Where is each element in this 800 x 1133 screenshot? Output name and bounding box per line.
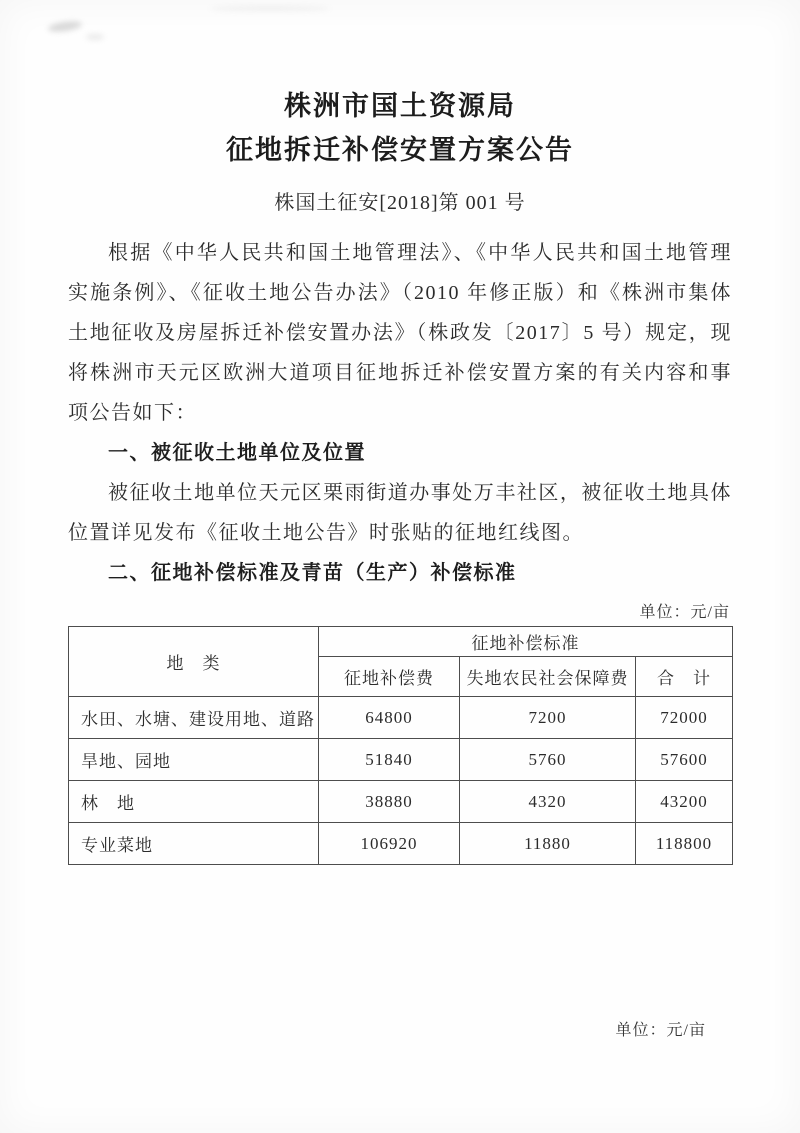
cell-compensation: 51840 [319,739,460,781]
title-line-1: 株洲市国土资源局 [284,91,516,121]
document-body [68,233,732,593]
header-land-compensation-fee: 征地补偿费 [319,657,460,697]
cell-total: 57600 [636,739,733,781]
section-1-heading: 一、被征收土地单位及位置 [108,442,366,464]
section-2-heading: 二、征地补偿标准及青苗（生产）补偿标准 [108,562,517,584]
cell-social-security: 11880 [460,823,636,865]
cell-land-type: 水田、水塘、建设用地、道路 [69,697,319,739]
unit-label-top: 单位：元/亩 [639,604,730,621]
header-social-security-fee: 失地农民社会保障费 [460,657,636,697]
cell-land-type: 旱地、园地 [69,739,319,781]
cell-total: 72000 [636,697,733,739]
table-row [69,823,733,865]
cell-compensation: 64800 [319,697,460,739]
cell-land-type: 林 地 [69,781,319,823]
document-number: 株国土征安[2018]第 001 号 [274,192,526,214]
cell-land-type: 专业菜地 [69,823,319,865]
cell-social-security: 7200 [460,697,636,739]
cell-total: 118800 [636,823,733,865]
unit-label-bottom: 单位：元/亩 [615,1022,706,1039]
table-row [69,781,733,823]
paragraph-basis: 根据《中华人民共和国土地管理法》、《中华人民共和国土地管理实施条例》、《征收土地公告办法》（2010 年修正版）和《株洲市集体土地征收及房屋拆迁补偿安置办法》（株政发〔2017〕5 号）规定，现将株洲市天元区欧洲大道项目征地拆迁补偿安置方案的有关内容和事项公告如下： [68,242,732,424]
document-title [68,84,732,172]
compensation-standards-table [68,626,733,865]
paragraph-location: 被征收土地单位天元区栗雨街道办事处万丰社区，被征收土地具体位置详见发布《征收土地公告》时张贴的征地红线图。 [68,482,732,544]
cell-social-security: 4320 [460,781,636,823]
header-compensation-standard-group: 征地补偿标准 [319,627,733,657]
header-total: 合 计 [636,657,733,697]
cell-total: 43200 [636,781,733,823]
cell-social-security: 5760 [460,739,636,781]
cell-compensation: 38880 [319,781,460,823]
document-content [68,0,732,1040]
table-row [69,697,733,739]
table-row [69,739,733,781]
table-header-row-1 [69,627,733,657]
title-line-2: 征地拆迁补偿安置方案公告 [226,135,574,165]
header-land-type: 地 类 [69,627,319,697]
cell-compensation: 106920 [319,823,460,865]
